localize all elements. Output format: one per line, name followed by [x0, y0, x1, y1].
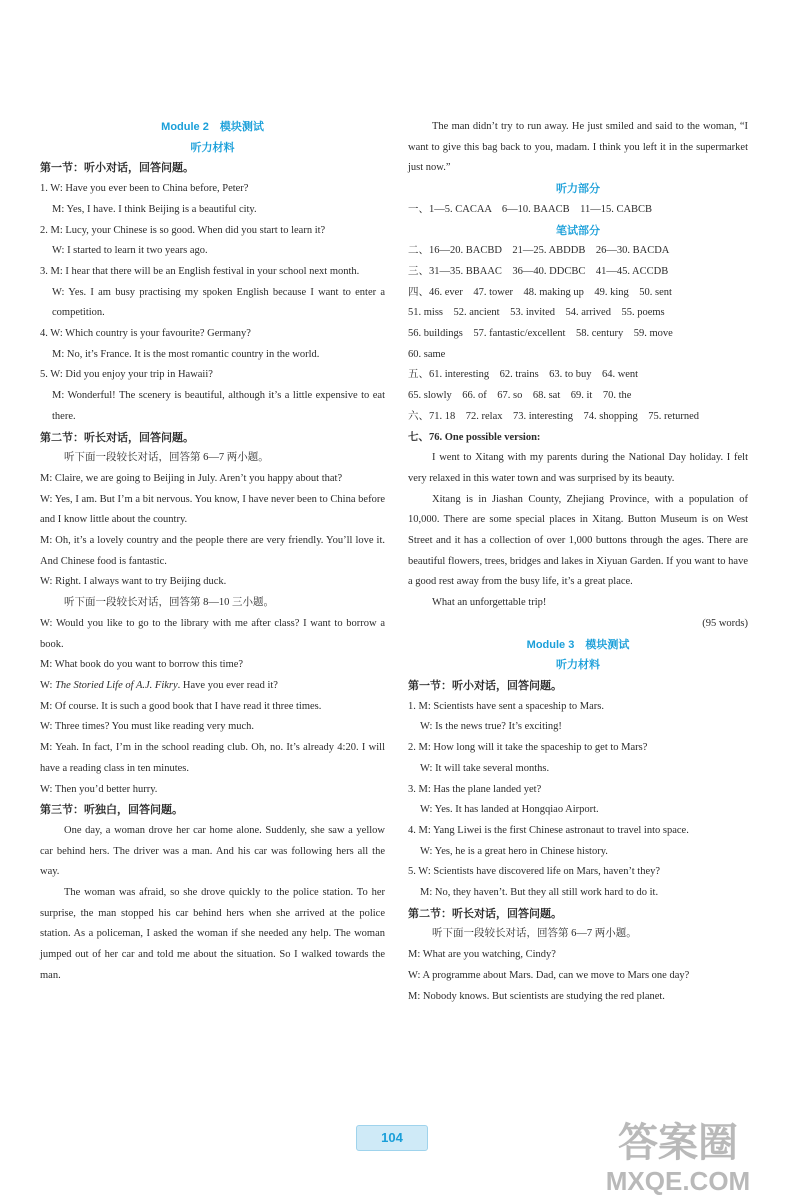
module-2-title: Module 2 模块测试 [161, 121, 264, 133]
section-2-heading: 第二节：听长对话，回答问题。 [40, 431, 194, 444]
essay-heading: 七、76. One possible version: [408, 431, 541, 443]
conversation-line: M: Oh, it’s a lovely country and the people there are very friendly. You’ll love it. And Chinese food is fantastic. [40, 535, 385, 567]
dialogue-line: 5. W: Scientists have discovered life on Mars, haven’t they? [408, 866, 661, 878]
conversation-line: M: Claire, we are going to Beijing in July. Aren’t you happy about that? [40, 472, 343, 484]
watermark-line-1: 答案圈 [618, 1121, 738, 1165]
dialogue-line: 3. M: Has the plane landed yet? [408, 783, 542, 795]
dialogue-line: M: No, they haven’t. But they all still work hard to do it. [420, 887, 659, 899]
answer-line: 四、46. ever 47. tower 48. making up 49. king 50. sent [408, 286, 672, 298]
instruction: 听下面一段较长对话，回答第 6—7 两小题。 [432, 928, 637, 940]
answer-line: 五、61. interesting 62. trains 63. to buy 64. went [408, 369, 639, 381]
line-text: . Have you ever read it? [177, 679, 278, 691]
conversation-line: W: Then you’d better hurry. [40, 783, 158, 795]
answer-line: 51. miss 52. ancient 53. invited 54. arrived 55. poems [408, 307, 665, 319]
section-3-heading: 第三节：听独白，回答问题。 [40, 804, 183, 817]
book-title: The Storied Life of A.J. Fikry [55, 679, 178, 691]
conversation-line: W: Yes, I am. But I’m a bit nervous. You know, I have never been to China before and I know little about the country. [40, 493, 385, 526]
dialogue-line: M: Wonderful! The scenery is beautiful, although it’s a little expensive to eat there. [52, 390, 385, 422]
dialogue-line: W: Yes. I am busy practising my spoken English because I want to enter a competition. [52, 286, 385, 319]
conversation-line [40, 676, 385, 697]
page-number: 104 [356, 1125, 428, 1151]
essay-paragraph: I went to Xitang with my parents during the National Day holiday. I felt very relaxed in this water town and was surprised by its beauty. [408, 452, 748, 484]
dialogue-line: 2. M: Lucy, your Chinese is so good. When did you start to learn it? [40, 224, 326, 236]
monologue-paragraph: The man didn’t try to run away. He just smiled and said to the woman, “I want to give this bag back to you, madam. I think you left it in the supermarket just now.” [408, 121, 748, 174]
answer-line: 一、1—5. CACAA 6—10. BAACB 11—15. CABCB [408, 203, 653, 215]
monologue-paragraph: One day, a woman drove her car home alone. Suddenly, she saw a yellow car behind hers. The driver was a man. And his car was following hers all the way. [40, 824, 385, 878]
section-2-heading: 第二节：听长对话，回答问题。 [408, 907, 562, 920]
answer-line: 56. buildings 57. fantastic/excellent 58. century 59. move [408, 328, 673, 340]
conversation-line: W: Would you like to go to the library with me after class? I want to borrow a book. [40, 617, 385, 650]
dialogue-line: M: Yes, I have. I think Beijing is a beautiful city. [52, 203, 257, 215]
dialogue-line: W: Yes. It has landed at Hongqiao Airport. [420, 804, 599, 816]
conversation-line: M: What book do you want to borrow this time? [40, 659, 244, 671]
answer-line: 60. same [408, 348, 446, 360]
essay-paragraph: What an unforgettable trip! [432, 597, 547, 609]
instruction: 听下面一段较长对话，回答第 6—7 两小题。 [64, 452, 269, 464]
dialogue-line: 5. W: Did you enjoy your trip in Hawaii? [40, 369, 213, 381]
watermark-line-2: MXQE.COM [605, 1166, 751, 1196]
essay-paragraph: Xitang is in Jiashan County, Zhejiang Province, with a population of 10,000. There are some special places in Xitang. Button Museum is on West Street and it has a collection of over 1,000 buttons through the ages. There are beautiful flowers, trees, bridges and lakes in Xiyuan Garden. If you want to have a good rest away from the busy life, it’s a great place. [408, 493, 748, 588]
module-3-title: Module 3 模块测试 [526, 638, 630, 651]
conversation-line: M: Of course. It is such a good book that I have read it three times. [40, 700, 322, 712]
dialogue-line: 3. M: I hear that there will be an English festival in your school next month. [40, 265, 360, 277]
section-1-heading: 第一节：听小对话，回答问题。 [40, 162, 194, 175]
dialogue-line: 1. M: Scientists have sent a spaceship to Mars. [408, 700, 604, 712]
conversation-line: M: What are you watching, Cindy? [408, 949, 556, 961]
written-part-heading: 笔试部分 [556, 224, 600, 237]
conversation-line: M: Yeah. In fact, I’m in the school reading club. Oh, no. It’s already 4:20. I will have a reading class in ten minutes. [40, 742, 385, 774]
dialogue-line: 2. M: How long will it take the spaceship to get to Mars? [408, 742, 648, 754]
answer-line: 65. slowly 66. of 67. so 68. sat 69. it 70. the [408, 390, 632, 402]
answer-line: 六、71. 18 72. relax 73. interesting 74. shopping 75. returned [408, 410, 700, 422]
dialogue-line: W: I started to learn it two years ago. [52, 245, 208, 257]
listening-material-heading: 听力材料 [190, 141, 235, 154]
answer-line: 三、31—35. BBAAC 36—40. DDCBC 41—45. ACCDB [408, 265, 669, 277]
section-1-heading: 第一节：听小对话，回答问题。 [408, 679, 562, 692]
conversation-line: W: Three times? You must like reading very much. [40, 721, 255, 733]
conversation-line: M: Nobody knows. But scientists are studying the red planet. [408, 990, 665, 1002]
dialogue-line: W: Is the news true? It’s exciting! [420, 721, 562, 733]
monologue-paragraph: The woman was afraid, so she drove quickly to the police station. To her surprise, the man stopped his car behind hers when she arrived at the police station. As a policeman, I asked the woman if she needed any help. The woman jumped out of her car and told me about the situation. So I walked towards the man. [40, 887, 385, 981]
dialogue-line: 4. W: Which country is your favourite? Germany? [40, 328, 251, 340]
dialogue-line: 1. W: Have you ever been to China before, Peter? [40, 183, 249, 195]
dialogue-line: 4. M: Yang Liwei is the first Chinese astronaut to travel into space. [408, 824, 689, 836]
word-count: (95 words) [702, 617, 748, 629]
speaker: W: [40, 679, 56, 691]
left-column [40, 117, 385, 987]
listening-part-heading: 听力部分 [556, 183, 600, 196]
dialogue-line: M: No, it’s France. It is the most romantic country in the world. [52, 348, 320, 360]
instruction: 听下面一段较长对话，回答第 8—10 三小题。 [64, 597, 274, 609]
dialogue-line: W: Yes, he is a great hero in Chinese history. [420, 845, 608, 857]
conversation-line: W: A programme about Mars. Dad, can we move to Mars one day? [408, 969, 690, 981]
watermark-logo [560, 1110, 796, 1196]
answer-line: 二、16—20. BACBD 21—25. ABDDB 26—30. BACDA [408, 245, 670, 257]
conversation-line: W: Right. I always want to try Beijing duck. [40, 576, 227, 588]
listening-material-heading: 听力材料 [556, 659, 600, 672]
dialogue-line: W: It will take several months. [420, 762, 550, 774]
right-column [408, 117, 748, 1007]
